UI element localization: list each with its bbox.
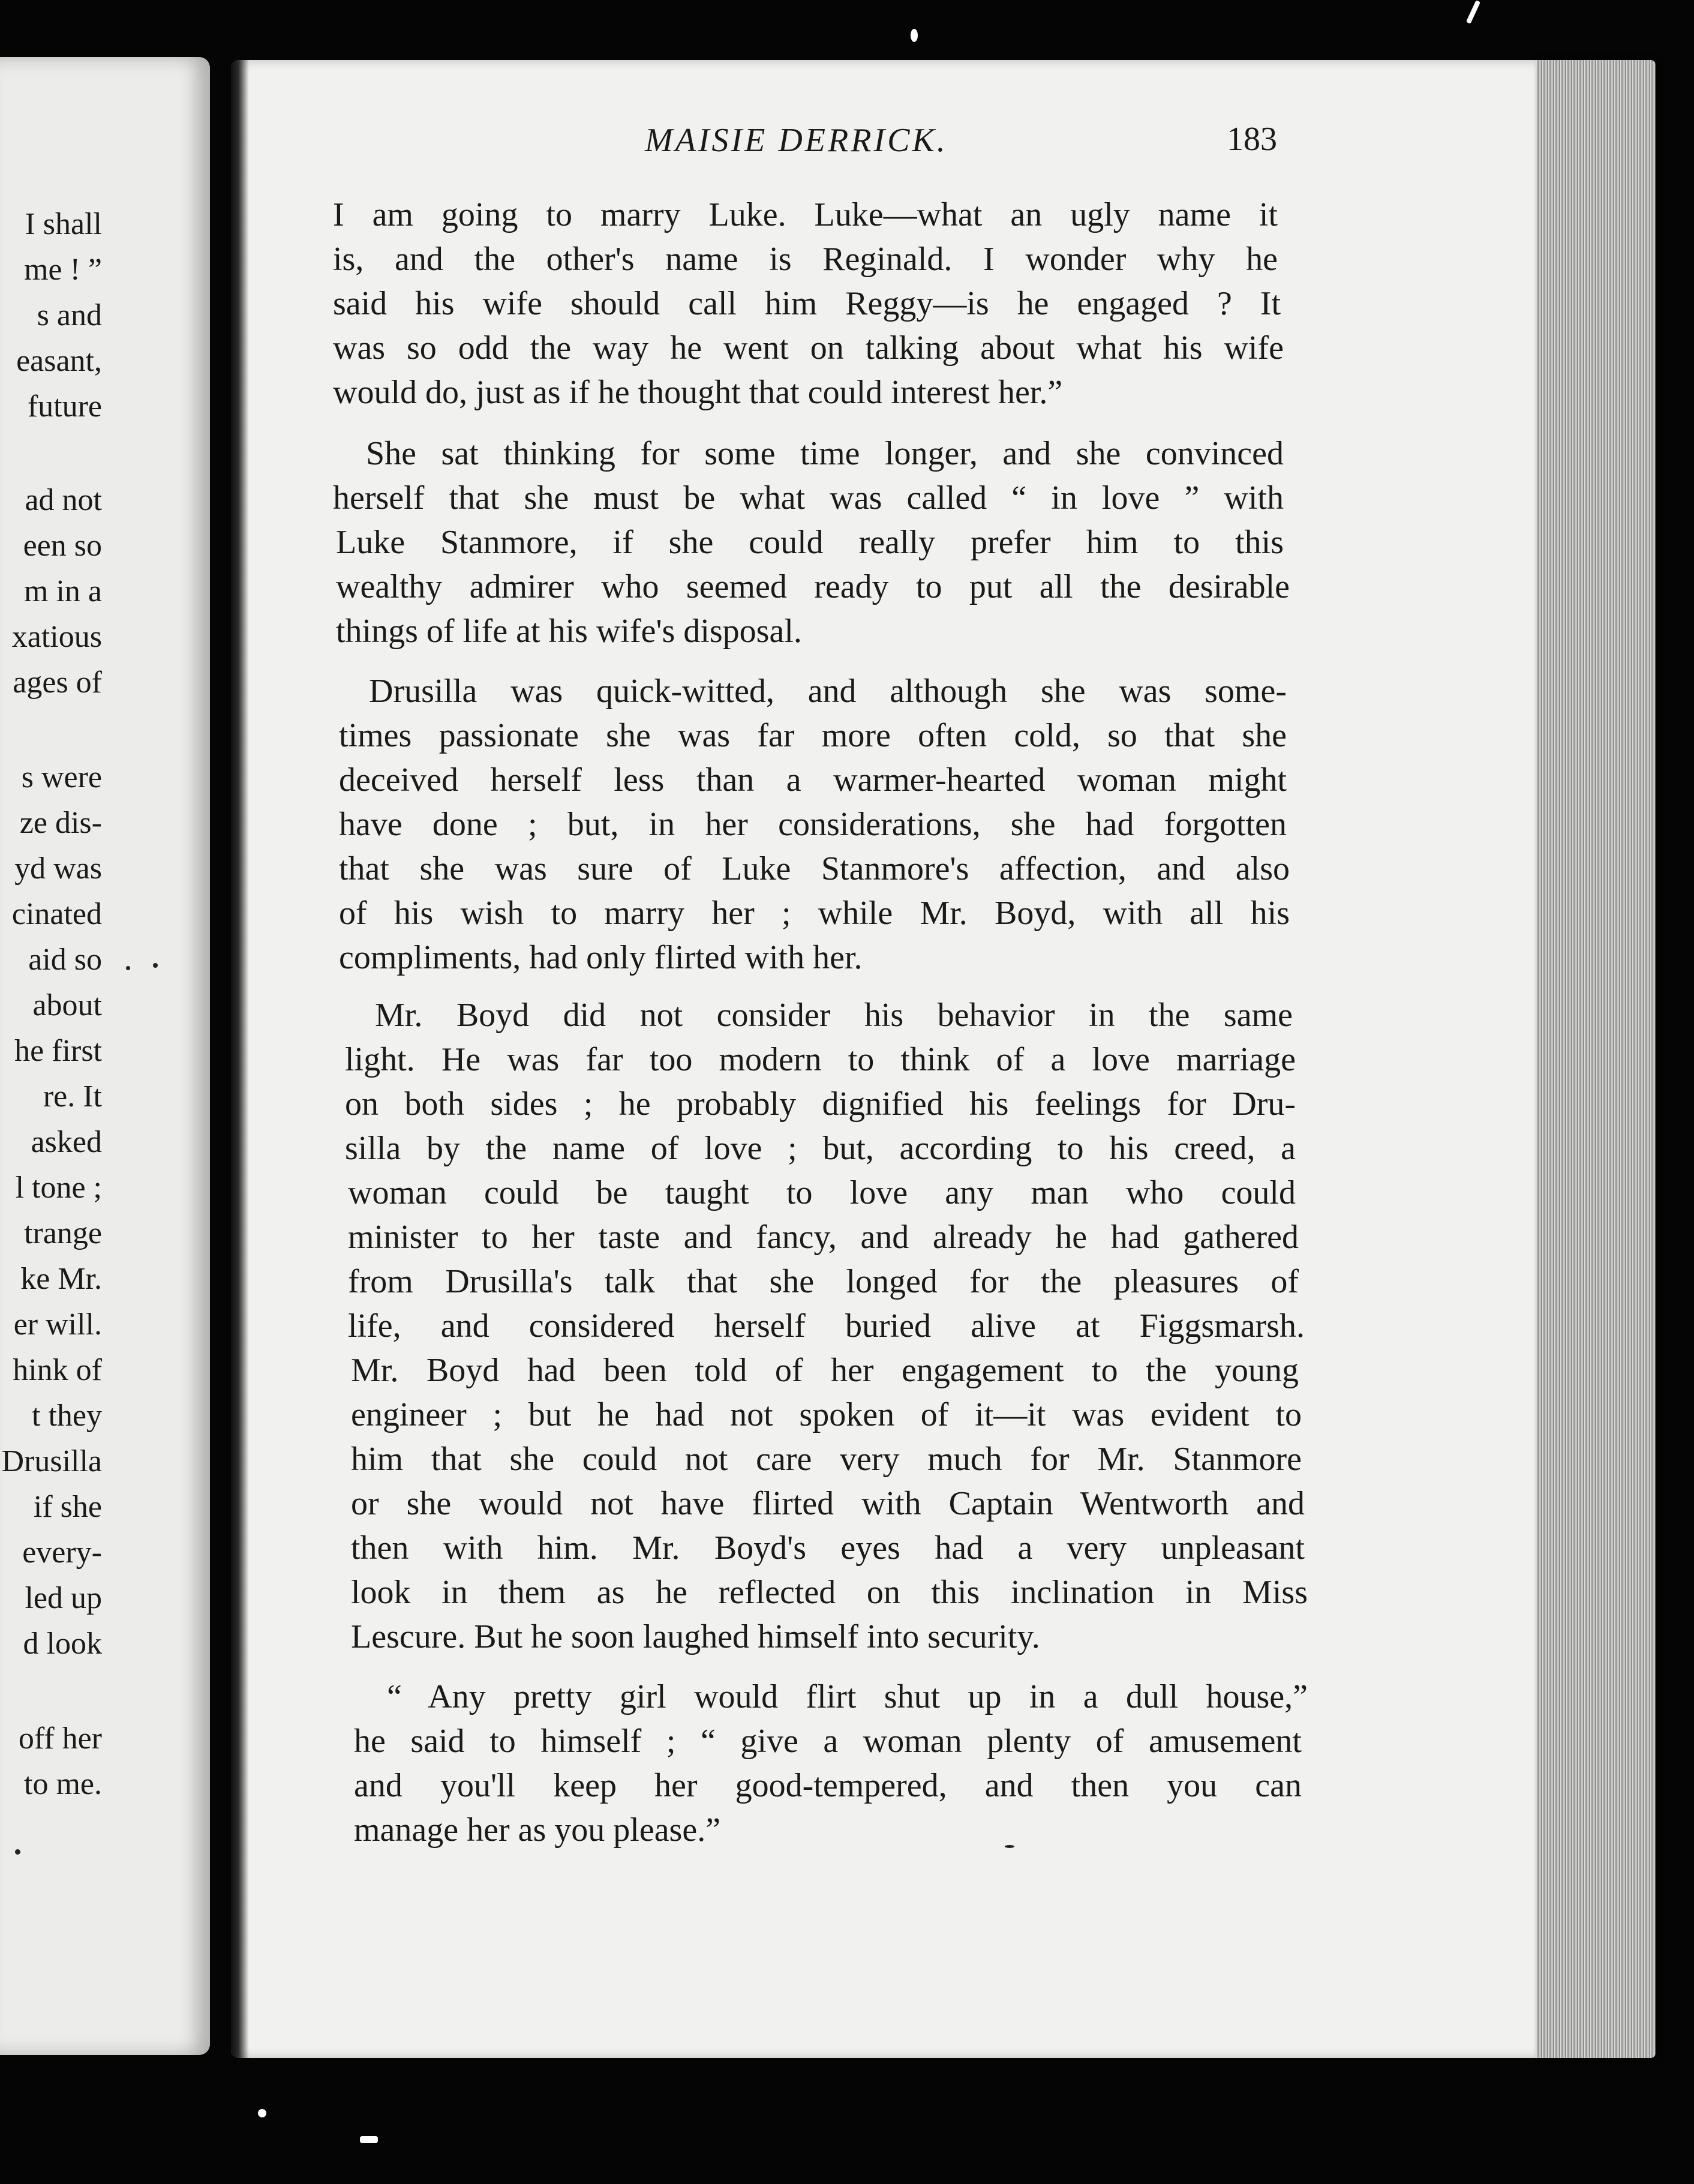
previous-page-line: re. It bbox=[43, 1079, 102, 1114]
previous-page-line: off her bbox=[18, 1721, 102, 1756]
body-line: said his wife should call him Reggy—is he engaged ? It bbox=[333, 285, 1281, 322]
body-line: manage her as you please.” bbox=[354, 1811, 721, 1849]
body-line: then with him. Mr. Boyd's eyes had a very unpleasant bbox=[351, 1529, 1305, 1567]
previous-page-line: ke Mr. bbox=[20, 1262, 102, 1296]
body-line: “ Any pretty girl would flirt shut up in a dull house,” bbox=[387, 1678, 1308, 1715]
body-line: light. He was far too modern to think of a love marriage bbox=[345, 1041, 1296, 1078]
body-line: Mr. Boyd had been told of her engagement to the young bbox=[351, 1352, 1299, 1389]
previous-page-line: ze dis- bbox=[19, 806, 102, 840]
previous-page-line: ages of bbox=[13, 665, 102, 700]
body-line: minister to her taste and fancy, and already he had gathered bbox=[348, 1219, 1299, 1256]
scan-speck bbox=[15, 1849, 20, 1855]
body-line: woman could be taught to love any man who could bbox=[348, 1174, 1296, 1211]
body-line: deceived herself less than a warmer-hearted woman might bbox=[339, 761, 1287, 799]
previous-page-line: l tone ; bbox=[15, 1171, 102, 1205]
page-number: 183 bbox=[1227, 121, 1277, 158]
previous-page-line: about bbox=[32, 988, 102, 1022]
previous-page-line: led up bbox=[25, 1581, 102, 1615]
previous-page-line: s and bbox=[37, 298, 102, 332]
previous-page-line: easant, bbox=[16, 344, 102, 378]
previous-page-line: er will. bbox=[13, 1307, 102, 1342]
previous-page-line: trange bbox=[24, 1216, 102, 1250]
body-line: compliments, had only flirted with her. bbox=[339, 939, 863, 976]
previous-page-line: every- bbox=[22, 1535, 102, 1570]
body-line: herself that she must be what was called “ in love ” with bbox=[333, 479, 1284, 517]
body-line: that she was sure of Luke Stanmore's affection, and also bbox=[339, 850, 1290, 887]
body-line: life, and considered herself buried alive at Figgsmarsh. bbox=[348, 1307, 1305, 1345]
body-line: silla by the name of love ; but, according to his creed, a bbox=[345, 1130, 1296, 1167]
previous-page-line: he first bbox=[14, 1034, 102, 1068]
body-line: look in them as he reflected on this inclination in Miss bbox=[351, 1574, 1308, 1611]
previous-page-line: xatious bbox=[11, 620, 102, 654]
scan-speck bbox=[126, 966, 130, 970]
previous-page-line: if she bbox=[33, 1490, 102, 1524]
body-line: was so odd the way he went on talking about what his wife bbox=[333, 329, 1284, 367]
previous-page-line: een so bbox=[23, 529, 102, 563]
body-line: of his wish to marry her ; while Mr. Boyd, with all his bbox=[339, 895, 1290, 932]
previous-page-line: future bbox=[27, 389, 102, 424]
previous-page-line: ad not bbox=[25, 483, 102, 517]
scan-speck bbox=[1466, 0, 1480, 24]
gutter-shadow bbox=[231, 60, 249, 2058]
page-edges bbox=[1536, 60, 1656, 2058]
previous-page-line: s were bbox=[21, 760, 102, 794]
running-head: MAISIE DERRICK. bbox=[645, 122, 948, 159]
previous-page-line: yd was bbox=[14, 851, 102, 886]
body-line: from Drusilla's talk that she longed for the pleasures of bbox=[348, 1263, 1299, 1300]
scan-speck bbox=[1005, 1845, 1014, 1848]
previous-page-line: Drusilla bbox=[1, 1444, 102, 1478]
body-line: I am going to marry Luke. Luke—what an ugly name it bbox=[333, 196, 1278, 233]
previous-page-line: hink of bbox=[13, 1353, 102, 1387]
scan-speck bbox=[153, 963, 158, 968]
previous-page-line: to me. bbox=[24, 1767, 102, 1801]
scan-speck bbox=[911, 29, 918, 42]
body-line: engineer ; but he had not spoken of it—it was evident to bbox=[351, 1396, 1302, 1433]
body-line: Lescure. But he soon laughed himself into security. bbox=[351, 1618, 1040, 1655]
previous-page-line: I shall bbox=[25, 207, 102, 241]
previous-page-line: me ! ” bbox=[24, 253, 102, 287]
previous-page bbox=[0, 57, 210, 2055]
body-line: or she would not have flirted with Captain Wentworth and bbox=[351, 1485, 1305, 1522]
previous-page-line: t they bbox=[32, 1399, 102, 1433]
previous-page-line: asked bbox=[31, 1125, 102, 1159]
body-line: he said to himself ; “ give a woman plenty of amusement bbox=[354, 1723, 1302, 1760]
previous-page-line: aid so bbox=[28, 943, 102, 977]
body-line: him that she could not care very much for Mr. Stanmore bbox=[351, 1441, 1302, 1478]
body-line: Mr. Boyd did not consider his behavior in the same bbox=[375, 997, 1293, 1034]
body-line: on both sides ; he probably dignified his feelings for Dru- bbox=[345, 1085, 1296, 1123]
body-line: Luke Stanmore, if she could really prefer him to this bbox=[336, 524, 1284, 561]
previous-page-line: d look bbox=[23, 1627, 102, 1661]
body-line: Drusilla was quick-witted, and although she was some- bbox=[369, 673, 1287, 710]
previous-page-line: cinated bbox=[11, 897, 102, 931]
body-line: would do, just as if he thought that could interest her.” bbox=[333, 374, 1063, 411]
scan-speck bbox=[258, 2109, 266, 2117]
previous-page-line: m in a bbox=[24, 574, 102, 608]
body-line: wealthy admirer who seemed ready to put all the desirable bbox=[336, 568, 1290, 605]
scan-speck bbox=[360, 2136, 378, 2143]
body-line: She sat thinking for some time longer, and she convinced bbox=[366, 435, 1284, 472]
body-line: have done ; but, in her considerations, she had forgotten bbox=[339, 806, 1287, 843]
body-line: times passionate she was far more often cold, so that she bbox=[339, 717, 1287, 754]
body-line: and you'll keep her good-tempered, and then you can bbox=[354, 1767, 1302, 1804]
body-line: things of life at his wife's disposal. bbox=[336, 613, 802, 650]
body-line: is, and the other's name is Reginald. I wonder why he bbox=[333, 241, 1278, 278]
